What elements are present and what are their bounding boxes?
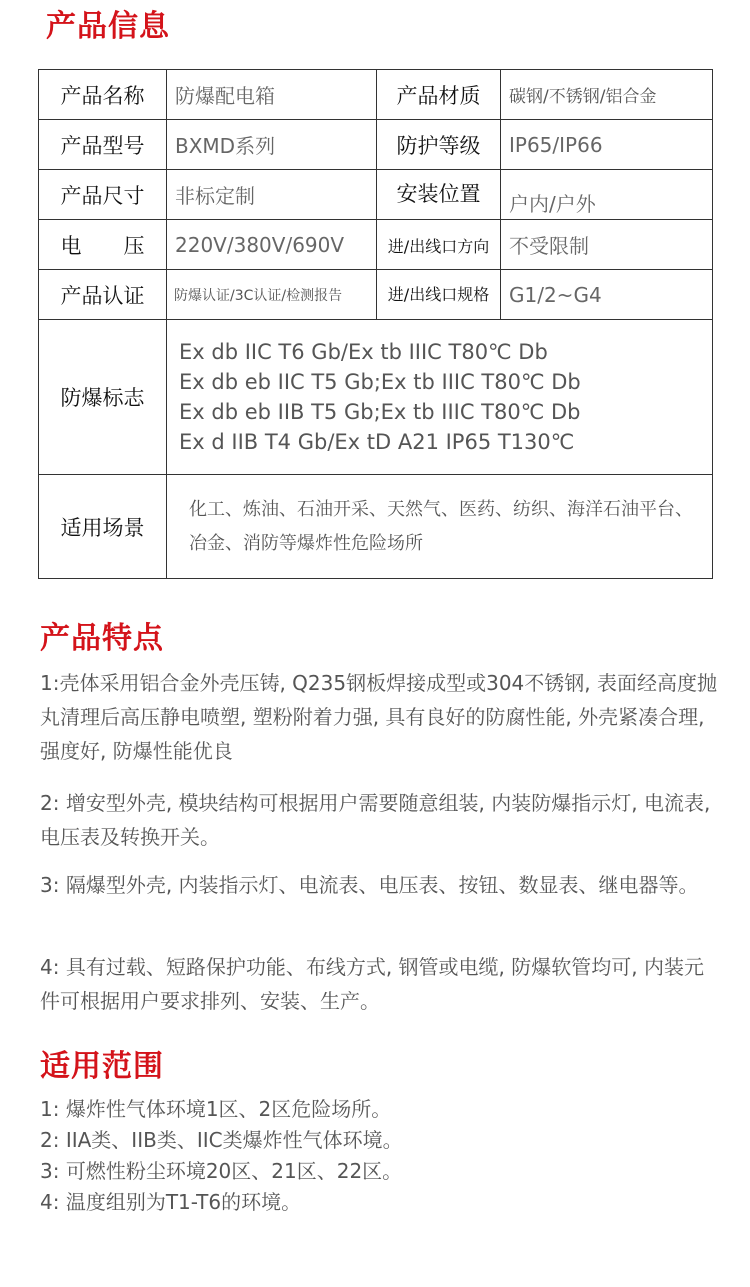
ex-marking-list: [166, 319, 713, 475]
label-certification: 产品认证: [38, 269, 167, 320]
label-material: 产品材质: [376, 69, 501, 120]
label-voltage: 电 压: [38, 219, 167, 270]
label-ex-marking: 防爆标志: [38, 319, 167, 475]
ex-marking-line: Ex db eb IIC T5 Gb;Ex tb IIIC T80℃ Db: [179, 370, 581, 394]
value-certification: 防爆认证/3C认证/检测报告: [166, 269, 377, 320]
feature-item: 3: 隔爆型外壳, 内装指示灯、电流表、电压表、按钮、数显表、继电器等。: [40, 873, 699, 897]
value-entry-spec: G1/2~G4: [500, 269, 713, 320]
scope-item: 3: 可燃性粉尘环境20区、21区、22区。: [40, 1159, 403, 1183]
value-application-scene: 化工、炼油、石油开采、天然气、医药、纺织、海洋石油平台、冶金、消防等爆炸性危险场所: [166, 474, 713, 579]
feature-item: 4: 具有过载、短路保护功能、布线方式, 钢管或电缆, 防爆软管均可, 内装元件可根据用户要求排列、安装、生产。: [40, 955, 704, 1013]
ex-marking-line: Ex db IIC T6 Gb/Ex tb IIIC T80℃ Db: [179, 340, 548, 364]
label-product-name: 产品名称: [38, 69, 167, 120]
scope-item: 2: IIA类、IIB类、IIC类爆炸性气体环境。: [40, 1128, 403, 1152]
label-entry-spec: 进/出线口规格: [376, 269, 501, 320]
label-entry-direction: 进/出线口方向: [376, 219, 501, 270]
ex-marking-line: Ex db eb IIB T5 Gb;Ex tb IIIC T80℃ Db: [179, 400, 581, 424]
label-application-scene: 适用场景: [38, 474, 167, 579]
value-install-location: 户内/户外: [500, 169, 713, 220]
scope-item: 4: 温度组别为T1-T6的环境。: [40, 1190, 302, 1214]
section-title-features: 产品特点: [40, 621, 164, 656]
ex-marking-line: Ex d IIB T4 Gb/Ex tD A21 IP65 T130℃: [179, 430, 575, 454]
label-protection: 防护等级: [376, 119, 501, 170]
label-model: 产品型号: [38, 119, 167, 170]
value-model: BXMD系列: [166, 119, 377, 170]
label-size: 产品尺寸: [38, 169, 167, 220]
feature-item: 2: 增安型外壳, 模块结构可根据用户需要随意组装, 内装防爆指示灯, 电流表, 电压表及转换开关。: [40, 791, 711, 849]
section-title-product-info: 产品信息: [46, 9, 170, 44]
value-product-name: 防爆配电箱: [166, 69, 377, 120]
label-install-location: 安装位置: [376, 169, 501, 220]
product-info-table: [38, 69, 713, 579]
value-size: 非标定制: [166, 169, 377, 220]
value-material: 碳钢/不锈钢/铝合金: [500, 69, 713, 120]
section-title-scope: 适用范围: [40, 1049, 164, 1084]
value-voltage: 220V/380V/690V: [166, 219, 377, 270]
value-entry-direction: 不受限制: [500, 219, 713, 270]
value-protection: IP65/IP66: [500, 119, 713, 170]
feature-item: 1:壳体采用铝合金外壳压铸, Q235钢板焊接成型或304不锈钢, 表面经高度抛丸清理后高压静电喷塑, 塑粉附着力强, 具有良好的防腐性能, 外壳紧凑合理, 强度好, 防爆性能优良: [40, 671, 717, 763]
scope-item: 1: 爆炸性气体环境1区、2区危险场所。: [40, 1097, 392, 1121]
